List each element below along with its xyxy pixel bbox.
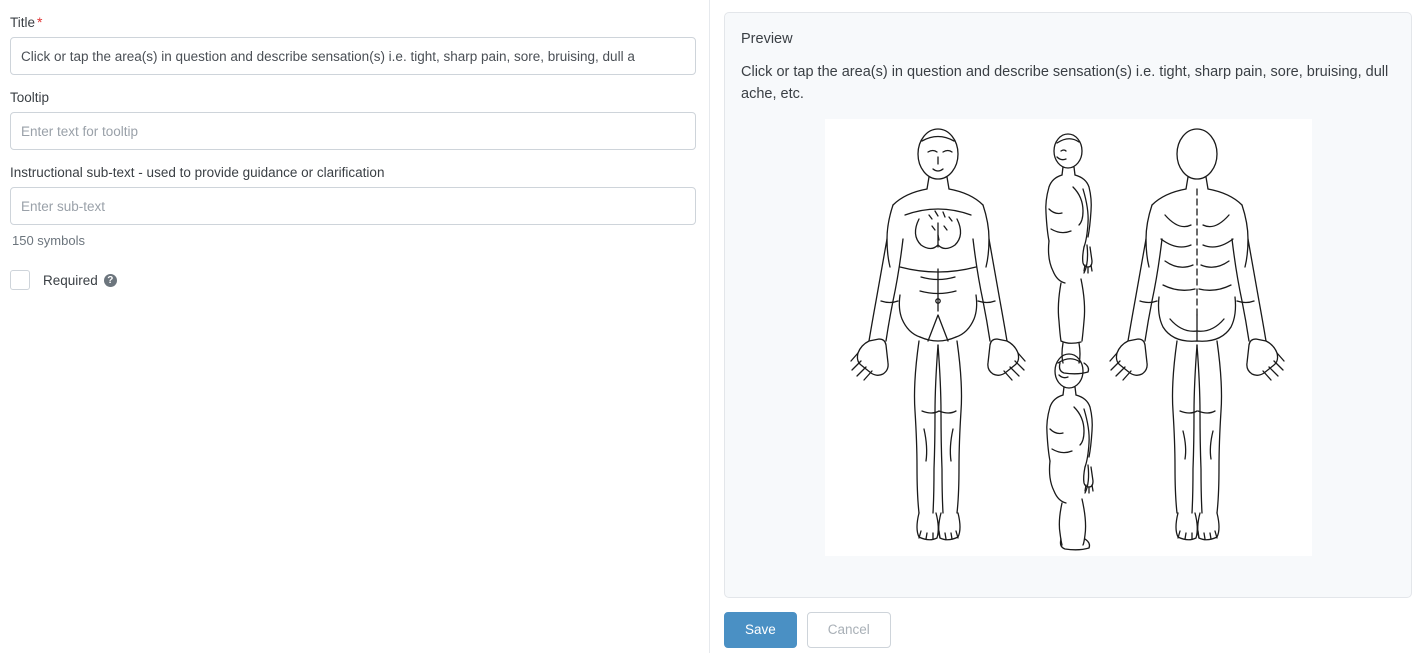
body-diagram-figure[interactable] [825, 119, 1312, 556]
required-toggle-row[interactable] [10, 270, 695, 290]
help-icon[interactable]: ? [104, 274, 117, 287]
preview-heading: Preview [741, 31, 793, 47]
tooltip-input[interactable] [10, 112, 696, 150]
action-buttons [724, 612, 1412, 648]
title-field-block [10, 14, 695, 75]
subtext-field-block [10, 164, 695, 248]
title-field-label [10, 14, 695, 31]
cancel-button[interactable]: Cancel [807, 612, 891, 648]
save-button[interactable]: Save [724, 612, 797, 648]
title-label-text: Title [10, 15, 36, 30]
required-checkbox[interactable] [10, 270, 30, 290]
preview-card [724, 12, 1412, 598]
tooltip-field-label: Tooltip [10, 90, 50, 105]
subtext-field-label: Instructional sub-text - used to provide guidance or clarification [10, 165, 385, 180]
title-input[interactable] [10, 37, 696, 75]
field-settings-panel [0, 0, 710, 653]
subtext-char-counter: 150 symbols [12, 233, 85, 248]
required-asterisk: * [37, 14, 43, 30]
required-checkbox-label: Required [43, 272, 98, 288]
preview-panel [710, 0, 1421, 653]
tooltip-field-block [10, 89, 695, 150]
subtext-input[interactable] [10, 187, 696, 225]
preview-question-text: Click or tap the area(s) in question and describe sensation(s) i.e. tight, sharp pain, sore, bruising, dull ache, etc. [741, 64, 1389, 102]
